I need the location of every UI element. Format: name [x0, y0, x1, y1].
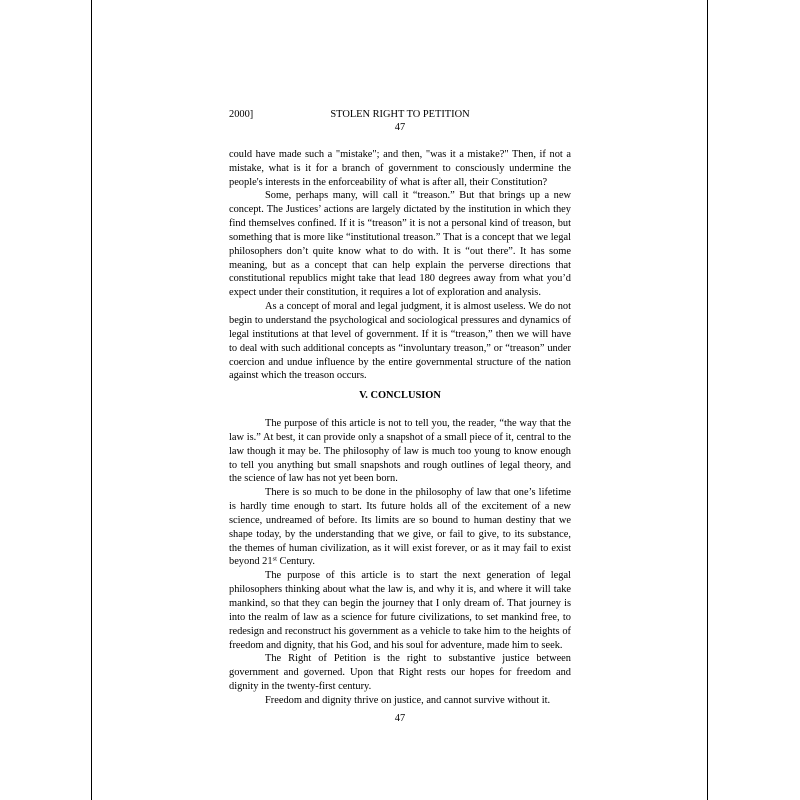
paragraph: Some, perhaps many, will call it “treason.” But that brings up a new concept. The Justices’ actions are largely dictated by the institution in which they find themselves confined. If it is “treason” it is not a personal kind of treason, but something that is more like “institutional treason.” That is a concept that we legal philosophers don’t quite know what to do with. It is “out there”. It has some meaning, but as a concept that can help explain the perverse directions that constitutional republics might take that lead 180 degrees away from what you’d expect under their constitution, it requires a lot of exploration and analysis. — [229, 190, 571, 299]
paragraph — [229, 486, 571, 569]
paragraph: The purpose of this article is to start the next generation of legal philosophers thinking about what the law is, and why it is, and where it will take mankind, so that they can begin the journey that I only dream of. That journey is into the realm of law as a science for future civilizations, to set mankind free, to redesign and reconstruct his government as a vehicle to take him to the heights of freedom and dignity, that his God, and his soul for adventure, made him to seek. — [229, 570, 571, 651]
paragraph: The Right of Petition is the right to substantive justice between government and governed. Upon that Right rests our hopes for freedom and dignity in the twenty-first century. — [229, 653, 571, 693]
header-page-number: 47 — [394, 122, 406, 133]
paragraph: could have made such a "mistake"; and then, "was it a mistake?" Then, if not a mistake, what is it for a branch of government to consciously undermine the people's interests in the enforceability of what is after all, their Constitution? — [229, 148, 571, 188]
superscript: st — [272, 555, 277, 563]
section-heading: V. CONCLUSION — [359, 390, 441, 402]
document-body — [229, 108, 571, 726]
paragraph: Freedom and dignity thrive on justice, and cannot survive without it. — [265, 694, 551, 706]
paragraph-text: Century. — [276, 556, 315, 568]
paragraph: The purpose of this article is not to tell you, the reader, “the way that the law is.” At best, it can provide only a snapshot of a small piece of it, central to the law though it may be. The philosophy of law is much too young to know enough to tell you anything but small snapshots and rough outlines of legal theory, and the science of law has not yet been born. — [229, 418, 571, 485]
running-header — [229, 108, 571, 121]
paragraph-text: There is so much to be done in the philosophy of law that one’s lifetime is hardly time enough to start. Its future holds all of the excitement of a new science, undreamed of before. Its limits are so bound to human destiny that we shape today, by the understanding that we give, or fail to give, to its substance, the themes of human civilization, as it will exist forever, or as it may fail to exist beyond 21 — [229, 487, 571, 568]
footer-page-number: 47 — [394, 712, 406, 724]
header-year: 2000] — [229, 109, 254, 120]
header-title: STOLEN RIGHT TO PETITION — [330, 109, 470, 120]
paragraph: As a concept of moral and legal judgment, it is almost useless. We do not begin to understand the psychological and sociological pressures and dynamics of legal institutions at that level of government. If it is “treason,” then we will have to deal with such additional concepts as “involuntary treason,” or “treason” under coercion and undue influence by the entire governmental structure of the nation against which the treason occurs. — [229, 301, 571, 382]
